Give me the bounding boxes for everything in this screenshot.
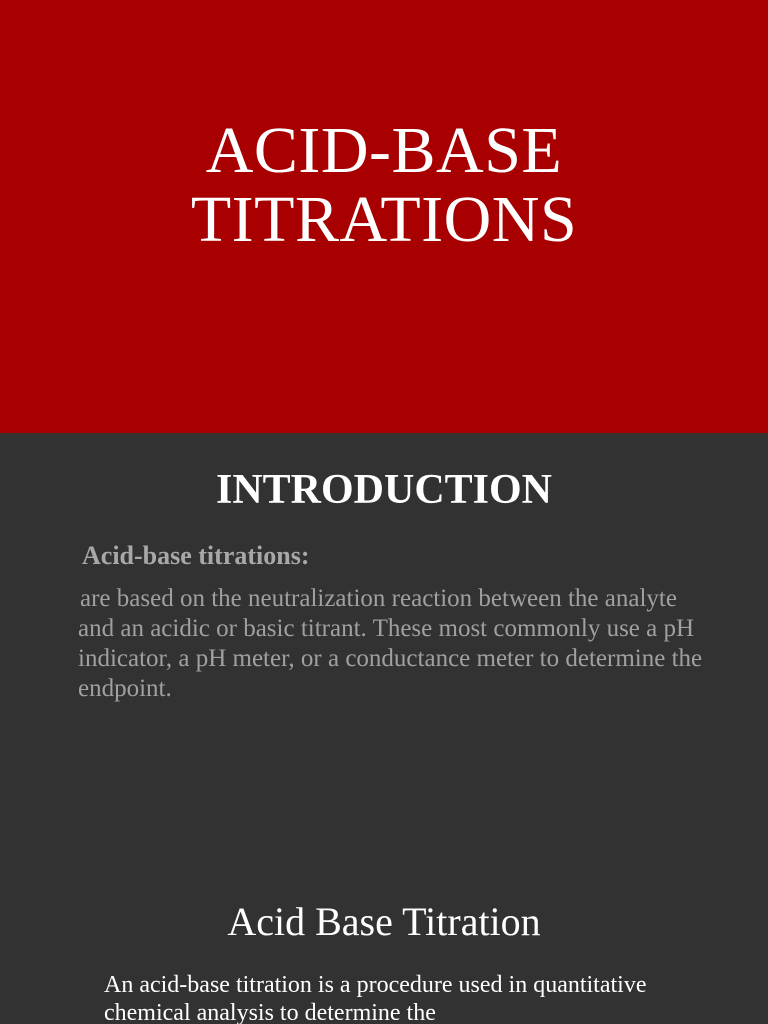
acid-base-titration-heading: Acid Base Titration bbox=[227, 899, 541, 944]
title-slide bbox=[0, 0, 768, 433]
introduction-body-text: are based on the neutralization reaction between the analyte and an acidic or basic titrant. These most commonly use a pH indicator, a pH meter, or a conductance meter to determine the endpoint. bbox=[78, 585, 703, 702]
title-line-1: ACID-BASE bbox=[205, 114, 563, 187]
acid-base-titration-body-text: An acid-base titration is a procedure used in quantitative chemical analysis to determine the bbox=[104, 972, 647, 1024]
acid-base-titration-slide bbox=[0, 843, 768, 1024]
presentation-title bbox=[0, 116, 768, 254]
definition-term: Acid-base titrations: bbox=[82, 541, 310, 570]
introduction-slide bbox=[0, 433, 768, 843]
title-line-2: TITRATIONS bbox=[190, 183, 578, 256]
introduction-heading: INTRODUCTION bbox=[215, 467, 553, 513]
